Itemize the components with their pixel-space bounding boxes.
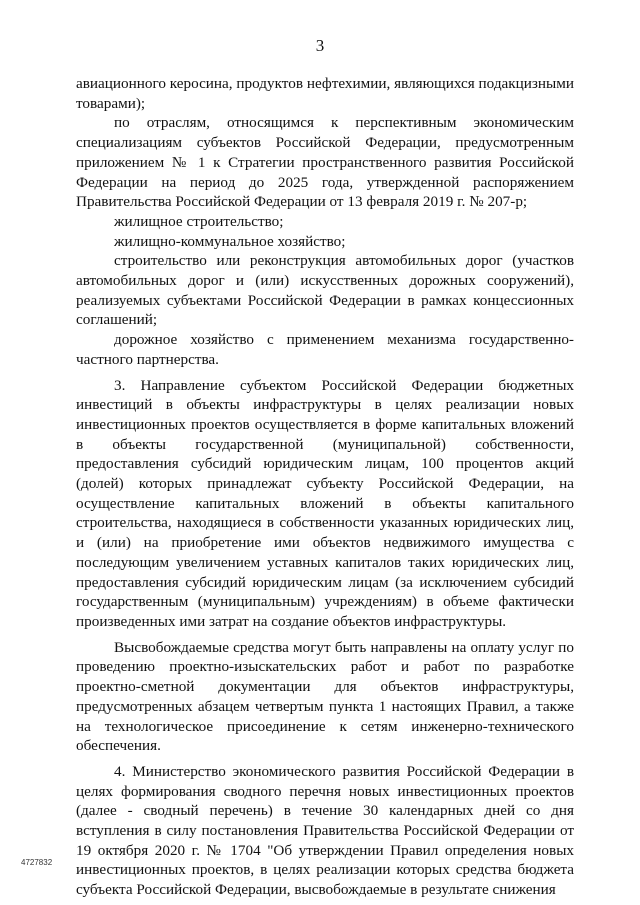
paragraph-8: Высвобождаемые средства могут быть направлены на оплату услуг по проведению проектно-изыскательских работ и работ по разработке проектно-сметной документации для объектов инфраструктуры, предусмотренных абзацем четвертым пункта 1 настоящих Правил, а также на технологическое присоединение к сетям инженерно-технического обеспечения. — [76, 638, 574, 755]
paragraph-5: строительство или реконструкция автомобильных дорог (участков автомобильных дорог и (или) искусственных дорожных сооружений), реализуемых субъектами Российской Федерации в рамках концессионных соглашений; — [76, 252, 574, 329]
document-body — [76, 74, 574, 900]
document-code: 4727832 — [21, 858, 53, 867]
page-number: 3 — [315, 36, 325, 55]
paragraph-2: по отраслям, относящимся к перспективным экономическим специализациям субъектов Российской Федерации, предусмотренным приложением № 1 к Стратегии пространственного развития Российской Федерации на период до 2025 года, утвержденной распоряжением Правительства Российской Федерации от 13 февраля 2019 г. № 207-р; — [76, 114, 574, 211]
paragraph-9: 4. Министерство экономического развития Российской Федерации в целях формирования сводного перечня новых инвестиционных проектов (далее - сводный перечень) в течение 30 календарных дней со дня вступления в силу постановления Правительства Российской Федерации от 19 октября 2020 г. № 1704 "Об утверждении Правил определения новых инвестиционных проектов, в целях реализации которых средства бюджета субъекта Российской Федерации, высвобождаемые в результате снижения — [76, 762, 574, 899]
paragraph-4: жилищно-коммунальное хозяйство; — [114, 232, 346, 250]
paragraph-3: жилищное строительство; — [114, 212, 284, 230]
paragraph-6: дорожное хозяйство с применением механизма государственно-частного партнерства. — [76, 331, 574, 368]
paragraph-1: авиационного керосина, продуктов нефтехимии, являющихся подакцизными товарами); — [76, 75, 574, 112]
paragraph-7: 3. Направление субъектом Российской Федерации бюджетных инвестиций в объекты инфраструктуры в целях реализации новых инвестиционных проектов осуществляется в форме капитальных вложений в объекты государственной (муниципальной) собственности, предоставления субсидий юридическим лицам, 100 процентов акций (долей) которых принадлежат субъекту Российской Федерации, на осуществление капитальных вложений в объекты капитального строительства, находящиеся в собственности указанных юридических лиц, и (или) на приобретение ими объектов недвижимого имущества с последующим увеличением уставных капиталов таких юридических лиц, предоставления субсидий юридическим лицам (за исключением субсидий государственным (муниципальным) учреждениям) в объеме фактически произведенных ими затрат на создание объектов инфраструктуры. — [76, 376, 574, 630]
